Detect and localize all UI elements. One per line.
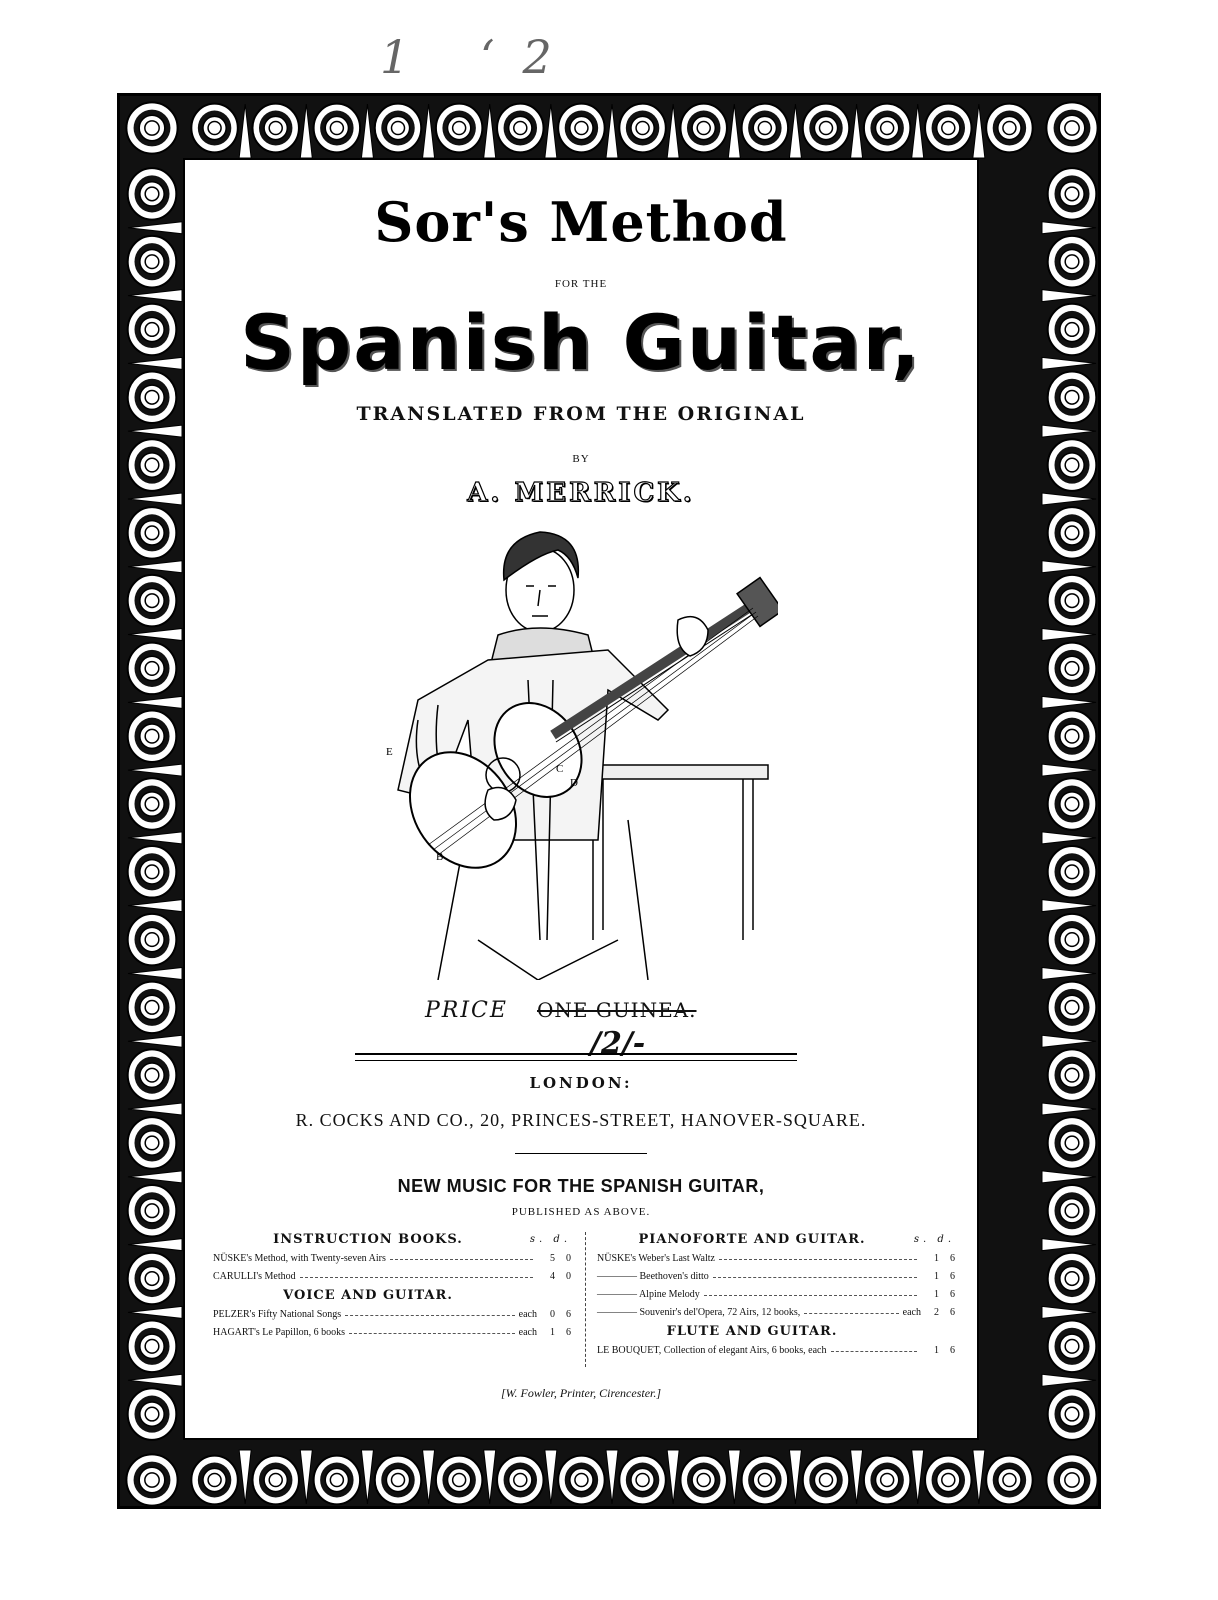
border-spike bbox=[128, 222, 182, 234]
border-medallion bbox=[128, 1117, 177, 1169]
item-title: ———— Alpine Melody bbox=[597, 1289, 700, 1300]
border-medallion bbox=[497, 1456, 543, 1505]
border-spike bbox=[1042, 1239, 1096, 1251]
title-page bbox=[183, 158, 979, 1440]
border-medallion bbox=[1048, 304, 1097, 356]
border-medallion bbox=[314, 1456, 360, 1505]
border-medallion bbox=[128, 304, 177, 356]
border-medallion bbox=[128, 1049, 177, 1101]
border-spike bbox=[1042, 1035, 1096, 1047]
catalog-subheading: PUBLISHED AS ABOVE. bbox=[511, 1206, 651, 1218]
translated-line: TRANSLATED FROM THE ORIGINAL bbox=[356, 403, 806, 425]
section-title: INSTRUCTION BOOKS. bbox=[273, 1232, 463, 1247]
price-pence: 6 bbox=[950, 1253, 955, 1264]
border-spike bbox=[1042, 1171, 1096, 1183]
figure-label-e: E bbox=[386, 746, 393, 758]
price-original-struck: ONE GUINEA. bbox=[537, 998, 697, 1022]
border-spike bbox=[606, 104, 618, 158]
border-medallion bbox=[925, 1456, 971, 1505]
border-medallion bbox=[986, 1456, 1032, 1505]
border-spike bbox=[1042, 967, 1096, 979]
publisher-address: R. COCKS AND CO., 20, PRINCES-STREET, HANOVER-SQUARE. bbox=[295, 1110, 867, 1130]
item-each: each bbox=[902, 1307, 921, 1318]
catalog-column-left bbox=[213, 1230, 573, 1342]
border-medallion bbox=[1048, 1117, 1097, 1169]
price-pence: 6 bbox=[566, 1327, 571, 1338]
leader-dots bbox=[300, 1277, 533, 1278]
border-spike bbox=[128, 764, 182, 776]
leader-dots bbox=[719, 1259, 917, 1260]
border-spike bbox=[1042, 1306, 1096, 1318]
leader-dots bbox=[831, 1351, 917, 1352]
border-medallion bbox=[128, 643, 177, 695]
price-handwritten: /2/- bbox=[590, 1026, 646, 1061]
border-medallion bbox=[558, 1456, 604, 1505]
border-spike bbox=[128, 357, 182, 369]
border-spike bbox=[789, 104, 801, 158]
border-spike bbox=[128, 493, 182, 505]
for-the-line: FOR THE bbox=[554, 278, 608, 290]
border-medallion bbox=[1048, 575, 1097, 627]
price-shillings: 0 bbox=[550, 1309, 555, 1320]
border-spike bbox=[1042, 222, 1096, 234]
border-spike bbox=[484, 104, 496, 158]
border-spike bbox=[545, 1450, 557, 1504]
border-spike bbox=[128, 1103, 182, 1115]
border-medallion bbox=[742, 104, 788, 153]
catalog-item bbox=[597, 1342, 957, 1360]
border-medallion bbox=[128, 168, 177, 220]
item-title: NÜSKE's Weber's Last Waltz bbox=[597, 1253, 715, 1264]
border-medallion bbox=[375, 104, 421, 153]
border-spike bbox=[423, 104, 435, 158]
price-pence: 0 bbox=[566, 1271, 571, 1282]
catalog-item bbox=[597, 1268, 957, 1286]
border-medallion bbox=[619, 1456, 665, 1505]
border-medallion bbox=[925, 104, 971, 153]
price-pence: 6 bbox=[950, 1271, 955, 1282]
border-medallion bbox=[742, 1456, 788, 1505]
border-medallion bbox=[1048, 1253, 1097, 1305]
by-line: BY bbox=[572, 453, 590, 465]
leader-dots bbox=[390, 1259, 533, 1260]
currency-header: s. d. bbox=[913, 1234, 955, 1245]
border-medallion bbox=[1048, 1388, 1097, 1440]
border-medallion bbox=[191, 1456, 237, 1505]
border-medallion bbox=[803, 1456, 849, 1505]
border-medallion bbox=[1048, 982, 1097, 1034]
border-medallion bbox=[436, 1456, 482, 1505]
price-shillings: 1 bbox=[550, 1327, 555, 1338]
border-spike bbox=[361, 1450, 373, 1504]
price-pence: 6 bbox=[950, 1345, 955, 1356]
border-spike bbox=[128, 561, 182, 573]
price-pence: 6 bbox=[950, 1307, 955, 1318]
border-medallion bbox=[497, 104, 543, 153]
price-shillings: 1 bbox=[934, 1345, 939, 1356]
column-divider bbox=[585, 1232, 586, 1367]
currency-header: s. d. bbox=[529, 1234, 571, 1245]
border-spike bbox=[912, 1450, 924, 1504]
catalog-column-right bbox=[597, 1230, 957, 1360]
border-medallion bbox=[128, 575, 177, 627]
border-medallion bbox=[128, 1321, 177, 1373]
border-spike bbox=[128, 900, 182, 912]
catalog-item bbox=[213, 1324, 573, 1342]
border-spike bbox=[667, 104, 679, 158]
border-medallion bbox=[252, 104, 298, 153]
catalog-item bbox=[213, 1306, 573, 1324]
border-spike bbox=[128, 1374, 182, 1386]
catalog-section-heading bbox=[597, 1230, 957, 1250]
border-medallion bbox=[803, 104, 849, 153]
border-medallion bbox=[558, 104, 604, 153]
border-medallion bbox=[375, 1456, 421, 1505]
border-spike bbox=[973, 1450, 985, 1504]
border-medallion bbox=[1048, 846, 1097, 898]
border-medallion bbox=[128, 778, 177, 830]
border-medallion bbox=[1046, 102, 1097, 153]
border-medallion bbox=[126, 1454, 177, 1505]
border-medallion bbox=[680, 1456, 726, 1505]
border-spike bbox=[1042, 900, 1096, 912]
border-medallion bbox=[1046, 1454, 1097, 1505]
figure-label-d: D bbox=[570, 777, 578, 789]
price-shillings: 4 bbox=[550, 1271, 555, 1282]
border-medallion bbox=[128, 982, 177, 1034]
border-spike bbox=[1042, 764, 1096, 776]
border-medallion bbox=[1048, 643, 1097, 695]
border-spike bbox=[851, 1450, 863, 1504]
border-medallion bbox=[1048, 236, 1097, 288]
border-medallion bbox=[1048, 778, 1097, 830]
border-spike bbox=[1042, 1374, 1096, 1386]
border-spike bbox=[239, 104, 251, 158]
border-spike bbox=[667, 1450, 679, 1504]
border-medallion bbox=[1048, 439, 1097, 491]
border-spike bbox=[728, 1450, 740, 1504]
border-medallion bbox=[314, 104, 360, 153]
item-each: each bbox=[518, 1309, 537, 1320]
handwritten-note: 1 ‘2 bbox=[380, 30, 580, 84]
section-title: PIANOFORTE AND GUITAR. bbox=[638, 1232, 866, 1247]
price-rule bbox=[355, 1053, 797, 1061]
price-pence: 0 bbox=[566, 1253, 571, 1264]
border-spike bbox=[423, 1450, 435, 1504]
border-spike bbox=[1042, 696, 1096, 708]
border-spike bbox=[300, 1450, 312, 1504]
border-medallion bbox=[864, 104, 910, 153]
border-medallion bbox=[128, 372, 177, 424]
border-spike bbox=[606, 1450, 618, 1504]
border-medallion bbox=[128, 710, 177, 762]
catalog-listing bbox=[213, 1230, 953, 1370]
border-medallion bbox=[128, 236, 177, 288]
item-title: ———— Souvenir's del'Opera, 72 Airs, 12 books, bbox=[597, 1307, 801, 1318]
item-title: HAGART's Le Papillon, 6 books bbox=[213, 1327, 346, 1338]
item-each: each bbox=[518, 1327, 537, 1338]
figure-label-c: C bbox=[556, 763, 564, 775]
section-title: FLUTE AND GUITAR. bbox=[666, 1324, 838, 1339]
border-medallion bbox=[864, 1456, 910, 1505]
border-medallion bbox=[680, 104, 726, 153]
border-medallion bbox=[986, 104, 1032, 153]
border-medallion bbox=[128, 1253, 177, 1305]
border-medallion bbox=[436, 104, 482, 153]
item-title: PELZER's Fifty National Songs bbox=[213, 1309, 342, 1320]
border-spike bbox=[484, 1450, 496, 1504]
border-spike bbox=[239, 1450, 251, 1504]
border-spike bbox=[1042, 832, 1096, 844]
border-spike bbox=[851, 104, 863, 158]
border-spike bbox=[128, 832, 182, 844]
border-medallion bbox=[126, 102, 177, 153]
border-spike bbox=[361, 104, 373, 158]
border-spike bbox=[728, 104, 740, 158]
item-title: CARULLI's Method bbox=[213, 1271, 296, 1282]
price-shillings: 1 bbox=[934, 1253, 939, 1264]
border-spike bbox=[1042, 425, 1096, 437]
border-medallion bbox=[1048, 914, 1097, 966]
section-title: VOICE AND GUITAR. bbox=[283, 1288, 453, 1303]
border-medallion bbox=[1048, 1185, 1097, 1237]
border-medallion bbox=[128, 846, 177, 898]
border-medallion bbox=[1048, 507, 1097, 559]
border-spike bbox=[912, 104, 924, 158]
border-medallion bbox=[128, 914, 177, 966]
catalog-section-heading bbox=[597, 1322, 957, 1342]
border-spike bbox=[1042, 1103, 1096, 1115]
catalog-item bbox=[213, 1268, 573, 1286]
catalog-section-heading bbox=[213, 1230, 573, 1250]
item-title: NÜSKE's Method, with Twenty-seven Airs bbox=[213, 1253, 386, 1264]
border-spike bbox=[128, 290, 182, 302]
book-subtitle: Spanish Guitar, bbox=[240, 298, 922, 387]
border-medallion bbox=[252, 1456, 298, 1505]
border-medallion bbox=[128, 1388, 177, 1440]
border-spike bbox=[128, 1035, 182, 1047]
translator-name: A. MERRICK. bbox=[467, 478, 695, 508]
border-spike bbox=[128, 1171, 182, 1183]
catalog-item bbox=[213, 1250, 573, 1268]
border-spike bbox=[973, 104, 985, 158]
leader-dots bbox=[704, 1295, 917, 1296]
border-spike bbox=[1042, 629, 1096, 641]
catalog-item bbox=[597, 1304, 957, 1322]
leader-dots bbox=[804, 1313, 899, 1314]
border-spike bbox=[789, 1450, 801, 1504]
border-medallion bbox=[1048, 1049, 1097, 1101]
border-spike bbox=[128, 967, 182, 979]
border-spike bbox=[1042, 357, 1096, 369]
border-medallion bbox=[1048, 710, 1097, 762]
table-top bbox=[578, 765, 768, 779]
border-medallion bbox=[1048, 372, 1097, 424]
catalog-item bbox=[597, 1286, 957, 1304]
border-spike bbox=[1042, 561, 1096, 573]
guitarist-engraving bbox=[378, 520, 778, 980]
border-spike bbox=[128, 1306, 182, 1318]
price-shillings: 1 bbox=[934, 1271, 939, 1282]
border-spike bbox=[128, 425, 182, 437]
catalog-item bbox=[597, 1250, 957, 1268]
book-title: Sor's Method bbox=[374, 190, 788, 254]
figure-label-b: B bbox=[436, 851, 444, 863]
printer-imprint: [W. Fowler, Printer, Cirencester.] bbox=[500, 1386, 662, 1400]
catalog-heading: NEW MUSIC FOR THE SPANISH GUITAR, bbox=[397, 1176, 765, 1196]
border-spike bbox=[128, 629, 182, 641]
price-shillings: 2 bbox=[934, 1307, 939, 1318]
divider-rule bbox=[515, 1153, 647, 1154]
border-medallion bbox=[1048, 1321, 1097, 1373]
border-spike bbox=[128, 1239, 182, 1251]
border-medallion bbox=[191, 104, 237, 153]
border-spike bbox=[128, 696, 182, 708]
border-medallion bbox=[128, 439, 177, 491]
price-label: PRICE bbox=[425, 998, 508, 1023]
border-spike bbox=[1042, 290, 1096, 302]
border-spike bbox=[545, 104, 557, 158]
border-spike bbox=[1042, 493, 1096, 505]
leader-dots bbox=[713, 1277, 917, 1278]
item-title: LE BOUQUET, Collection of elegant Airs, 6 books, each bbox=[597, 1345, 827, 1356]
price-shillings: 1 bbox=[934, 1289, 939, 1300]
price-shillings: 5 bbox=[550, 1253, 555, 1264]
border-spike bbox=[300, 104, 312, 158]
border-medallion bbox=[128, 507, 177, 559]
catalog-section-heading bbox=[213, 1286, 573, 1306]
price-pence: 6 bbox=[950, 1289, 955, 1300]
border-medallion bbox=[128, 1185, 177, 1237]
border-medallion bbox=[619, 104, 665, 153]
publisher-city: LONDON: bbox=[529, 1074, 633, 1092]
border-medallion bbox=[1048, 168, 1097, 220]
leader-dots bbox=[349, 1333, 515, 1334]
price-pence: 6 bbox=[566, 1309, 571, 1320]
leader-dots bbox=[345, 1315, 515, 1316]
item-title: ———— Beethoven's ditto bbox=[597, 1271, 709, 1282]
